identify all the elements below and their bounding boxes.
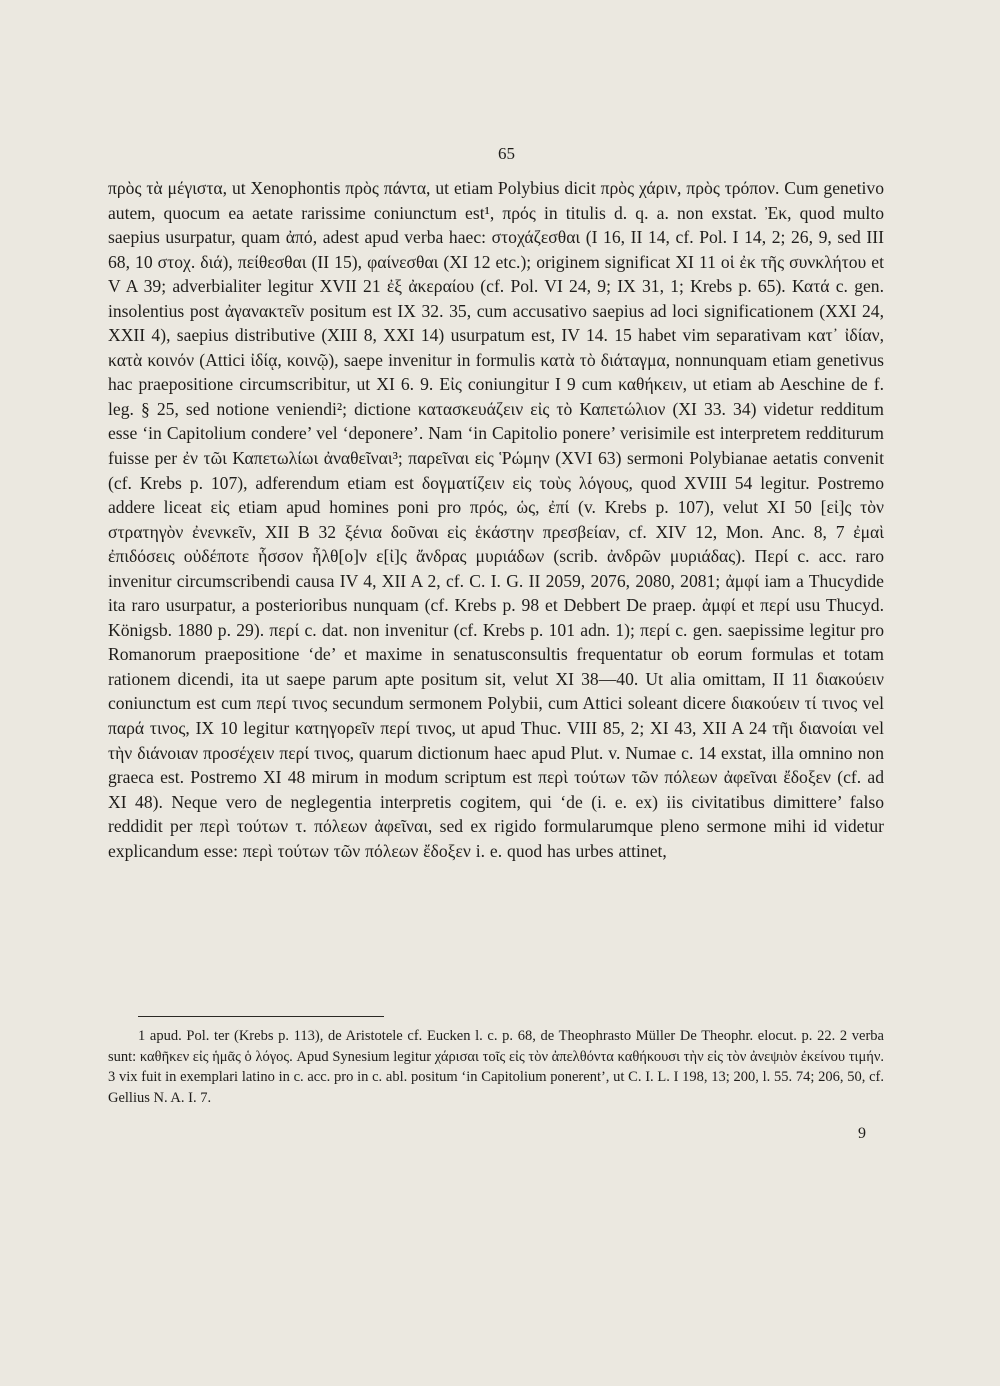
main-text-block — [108, 176, 884, 863]
signature-mark: 9 — [858, 1125, 866, 1142]
footnote-separator-rule — [138, 1016, 384, 1017]
page-number: 65 — [498, 144, 515, 163]
footnotes-paragraph: 1 apud. Pol. ter (Krebs p. 113), de Aristotele cf. Eucken l. c. p. 68, de Theophrasto Müller De Theophr. elocut. p. 22. 2 verba sunt: καθῆκεν εἰς ἡμᾶς ὁ λόγος. Apud Synesium legitur χάρισαι τοῖς εἰς τὸν ἀπελθόντα καθήκουσι τὴν εἰς τὸν ἀνεψιὸν ἐκείνου τιμήν. 3 vix fuit in exemplari latino in c. acc. pro in c. abl. positum ‘in Capitolium ponerent’, ut C. I. L. I 198, 13; 200, l. 55. 74; 206, 50, cf. Gellius N. A. I. 7. — [108, 1028, 884, 1106]
body-paragraph: πρὸς τὰ μέγιστα, ut Xenophontis πρὸς πάντα, ut etiam Polybius dicit πρὸς χάριν, πρὸς τρόπον. Cum genetivo autem, quocum ea aetate rarissime coniunctum est¹, πρός in titulis d. q. a. non exstat. Ἐκ, quod multo saepius usurpatur, quam ἀπό, adest apud verba haec: στοχάζεσθαι (I 16, II 14, cf. Pol. I 14, 2; 26, 9, sed III 68, 10 στοχ. διά), πείθεσθαι (II 15), φαίνεσθαι (XI 12 etc.); originem significat XI 11 οἱ ἐκ τῆς συνκλήτου et V A 39; adverbialiter legitur XVII 21 ἐξ ἀκεραίου (cf. Pol. VI 24, 9; IX 31, 1; Krebs p. 65). Κατά c. gen. insolentius post ἀγανακτεῖν positum est IX 32. 35, cum accusativo saepius ad loci significationem (XXI 24, XXII 4), saepius distributive (XIII 8, XXI 14) usurpatum est, IV 14. 15 habet vim separativam κατ᾿ ἰδίαν, κατὰ κοινόν (Attici ἰδίᾳ, κοινῷ), saepe invenitur in formulis κατὰ τὸ διάταγμα, nonnunquam etiam genetivus hac praepositione circumscribitur, ut XI 6. 9. Εἰς coniungitur I 9 cum καθήκειν, ut etiam ab Aeschine de f. leg. § 25, sed notione veniendi²; dictione κατασκευάζειν εἰς τὸ Καπετώλιον (XI 33. 34) videtur redditum esse ‘in Capitolium condere’ vel ‘deponere’. Nam ‘in Capitolio ponere’ verisimile est interpretem redditurum fuisse per ἐν τῶι Καπετωλίωι ἀναθεῖναι³; παρεῖναι εἰς Ῥώμην (XVI 63) sermoni Polybianae aetatis convenit (cf. Krebs p. 107), adferendum etiam est δογματίζειν εἰς τοὺς λόγους, quod XVIII 54 legitur. Postremo addere liceat εἰς etiam apud homines poni pro πρός, ὡς, ἐπί (v. Krebs p. 107), velut XI 50 [εἰ]ς τὸν στρατηγὸν ἐνενκεῖν, XII B 32 ξένια δοῦναι εἰς ἑκάστην πρεσβείαν, cf. XIV 12, Mon. Anc. 8, 7 ἐμαὶ ἐπιδόσεις οὐδέποτε ἧσσον ἦλθ[ο]ν ε[ἰ]ς ἄνδρας μυριάδων (scrib. ἀνδρῶν μυριάδας). Περί c. acc. raro invenitur circumscribendi causa IV 4, XII A 2, cf. C. I. G. II 2059, 2076, 2080, 2081; ἀμφί iam a Thucydide ita raro usurpatur, a posterioribus nunquam (cf. Krebs p. 98 et Debbert De praep. ἀμφί et περί usu Thucyd. Königsb. 1880 p. 29). περί c. dat. non invenitur (cf. Krebs p. 101 adn. 1); περί c. gen. saepissime legitur pro Romanorum praepositione ‘de’ et maxime in senatusconsultis frequentatur ob eorum formulas et totam rationem dicendi, ita ut saepe parum apte positum sit, velut XI 38—40. Ut alia omittam, II 11 διακούειν coniunctum est cum περί τινος secundum sermonem Polybii, cum Attici soleant dicere διακούειν τί τινος vel παρά τινος, IX 10 legitur κατηγορεῖν περί τινος, ut apud Thuc. VIII 85, 2; XI 43, XII A 24 τῆι διανοίαι vel τὴν διάνοιαν προσέχειν περί τινος, quarum dictionum haec apud Plut. v. Numae c. 14 exstat, illa omnino non graeca est. Postremo XI 48 mirum in modum scriptum est περὶ τούτων τῶν πόλεων ἀφεῖναι ἔδοξεν (cf. ad XI 48). Neque vero de neglegentia interpretis cogitem, qui ‘de (i. e. ex) iis civitatibus dimittere’ falso reddidit per περὶ τούτων τ. πόλεων ἀφεῖναι, sed ex rigido formularumque pleno sermone mihi id videtur explicandum esse: περὶ τούτων τῶν πόλεων ἔδοξεν i. e. quod has urbes attinet, — [108, 178, 884, 861]
footnotes-block — [108, 1026, 884, 1108]
